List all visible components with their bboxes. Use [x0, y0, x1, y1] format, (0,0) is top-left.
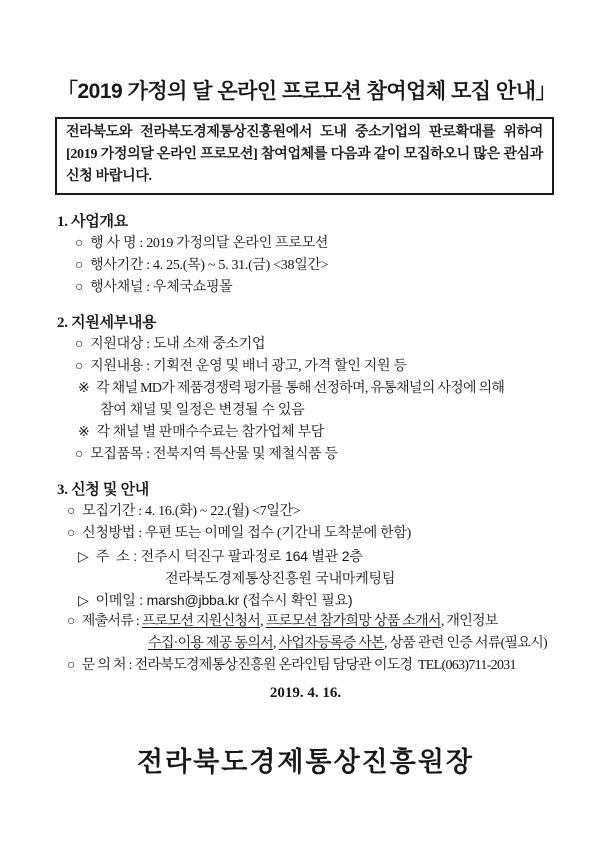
overview-event-name-line: [57, 233, 554, 255]
document-name-product-intro: 프로모션 참가희망 상품 소개서: [265, 614, 441, 629]
apply-address-line: [57, 545, 554, 567]
overview-event-period-line: [57, 255, 554, 277]
section-support-heading: 2. 지원세부내용: [57, 315, 157, 331]
circle-bullet-icon: ○: [75, 359, 84, 374]
document-name-business-license: 사업자등록증 사본: [278, 636, 384, 651]
circle-bullet-icon: ○: [75, 258, 84, 273]
circle-bullet-icon: ○: [67, 614, 75, 629]
apply-method-line: [57, 523, 554, 545]
section-overview: [57, 211, 554, 299]
issuer-signature: 전라북도경제통상진흥원장: [137, 747, 474, 777]
apply-documents-tail2: , 상품 관련 인증 서류(필요시): [384, 636, 547, 651]
document-title: 「2019 가정의 달 온라인 프로모션 참여업체 모집 안내」: [57, 80, 556, 103]
apply-documents-label: 제출서류 :: [81, 614, 142, 629]
circle-bullet-icon: ○: [75, 236, 84, 251]
circle-bullet-icon: ○: [67, 526, 76, 541]
triangle-bullet-icon: ▷: [78, 592, 89, 608]
section-support: [57, 312, 554, 466]
apply-address-text: 주 소 : 전주시 덕진구 팔과정로 164 별관 2층: [95, 548, 363, 564]
apply-address-continuation-line: [57, 567, 554, 589]
circle-bullet-icon: ○: [67, 658, 75, 673]
apply-email-line: [57, 589, 554, 611]
document-date: 2019. 4. 16.: [269, 685, 342, 701]
support-products-line: [57, 444, 554, 466]
support-note2-text: 각 채널 별 판매수수료는 참가업체 부담: [96, 425, 325, 440]
document-name-privacy-consent: 수집·이용 제공 동의서: [148, 636, 273, 651]
support-content-text: 지원내용 : 기획전 운영 및 배너 광고, 가격 할인 지원 등: [90, 359, 407, 374]
apply-email-text: 이메일 : marsh@jbba.kr (접수시 확인 필요): [95, 592, 353, 608]
section-overview-heading: 1. 사업개요: [57, 214, 128, 230]
support-note2-line: [57, 422, 554, 444]
support-content-line: [57, 356, 554, 378]
reference-mark-icon: ※: [78, 381, 90, 396]
section-apply: [57, 479, 554, 677]
overview-event-name-text: 행 사 명 : 2019 가정의달 온라인 프로모션: [90, 236, 329, 251]
separator-text: ,: [272, 636, 279, 651]
intro-box: [55, 117, 554, 195]
support-note1-continuation-text: 참여 채널 및 일정은 변경될 수 있음: [100, 403, 305, 418]
circle-bullet-icon: ○: [75, 280, 84, 295]
circle-bullet-icon: ○: [75, 337, 84, 352]
support-products-text: 모집품목 : 전북지역 특산물 및 제철식품 등: [90, 447, 338, 462]
apply-documents-continuation-line: [57, 633, 554, 655]
overview-event-channel-line: [57, 277, 554, 299]
support-note1-text: 각 채널 MD가 제품경쟁력 평가를 통해 선정하며, 유통채널의 사정에 의해: [96, 381, 505, 396]
triangle-bullet-icon: ▷: [78, 548, 89, 564]
overview-event-period-text: 행사기간 : 4. 25.(목) ~ 5. 31.(금) <38일간>: [90, 258, 329, 273]
apply-period-text: 모집기간 : 4. 16.(화) ~ 22.(월) <7일간>: [82, 504, 301, 519]
support-note1-line: [57, 378, 554, 400]
separator-text: ,: [260, 614, 266, 629]
apply-documents-line: [57, 611, 554, 633]
reference-mark-icon: ※: [78, 425, 90, 440]
apply-documents-tail1: , 개인정보: [440, 614, 498, 629]
section-apply-heading: 3. 신청 및 안내: [57, 482, 149, 498]
apply-contact-line: [57, 655, 554, 677]
apply-address-continuation-text: 전라북도경제통상진흥원 국내마케팅팀: [165, 570, 396, 586]
intro-text: 전라북도와 전라북도경제통상진흥원에서 도내 중소기업의 판로확대를 위하여 [2019 가정의달 온라인 프로모션] 참여업체를 다음과 같이 모집하오니 많은 관심과 신청 바랍니다.: [66, 125, 543, 184]
overview-event-channel-text: 행사채널 : 우체국쇼핑몰: [90, 280, 233, 295]
document-name-application: 프로모션 지원신청서: [141, 614, 261, 629]
support-target-text: 지원대상 : 도내 소재 중소기업: [90, 337, 266, 352]
support-target-line: [57, 334, 554, 356]
support-note1-continuation-line: [57, 400, 554, 422]
apply-period-line: [57, 501, 554, 523]
apply-contact-text: 문 의 처 : 전라북도경제통상진흥원 온라인팀 담당관 이도경 TEL(063)711-2031: [81, 658, 516, 673]
circle-bullet-icon: ○: [75, 447, 84, 462]
circle-bullet-icon: ○: [67, 504, 76, 519]
apply-method-text: 신청방법 : 우편 또는 이메일 접수 (기간내 도착분에 한함): [82, 526, 411, 541]
